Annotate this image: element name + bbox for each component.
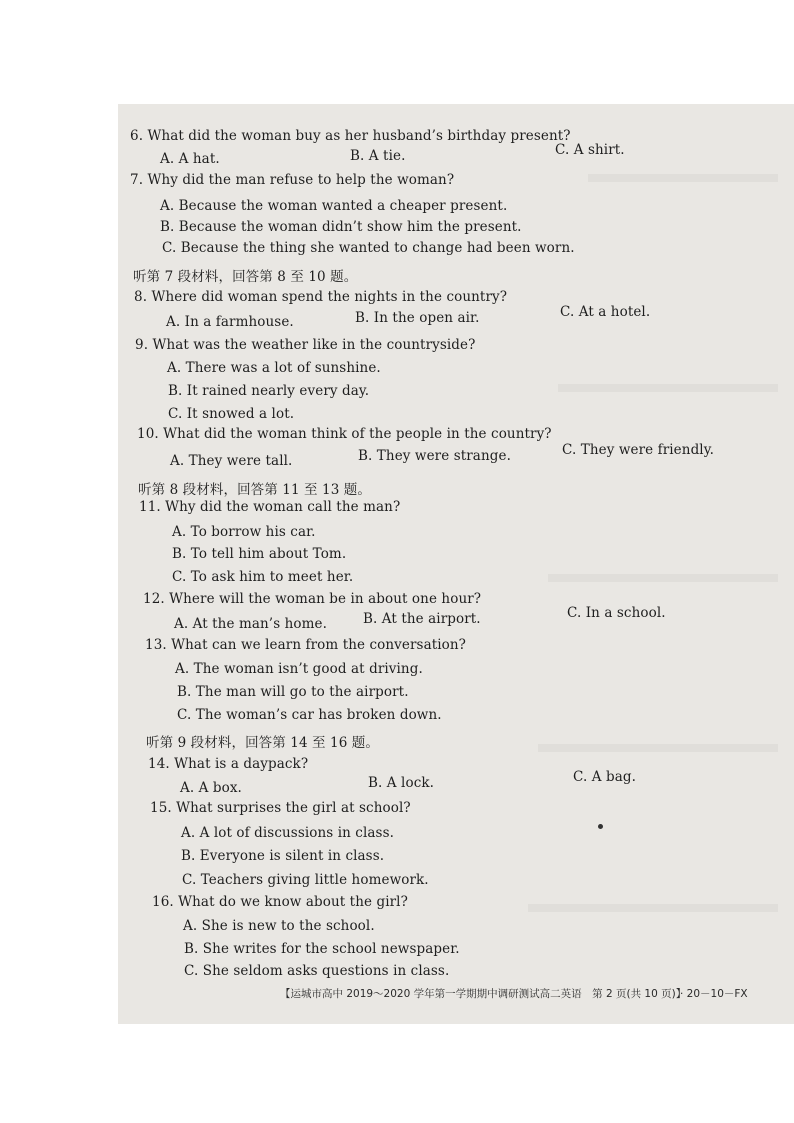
question-6-option-a: A. A hat. (160, 151, 220, 167)
question-7-option-a: A. Because the woman wanted a cheaper present. (160, 198, 508, 214)
question-7-option-c: C. Because the thing she wanted to change had been worn. (162, 240, 575, 256)
question-8-option-b: B. In the open air. (355, 310, 480, 326)
question-16-option-b: B. She writes for the school newspaper. (184, 941, 460, 957)
question-11-option-a: A. To borrow his car. (172, 524, 316, 540)
section-9-instruction: 听第 9 段材料，回答第 14 至 16 题。 (146, 735, 379, 751)
question-13-option-b: B. The man will go to the airport. (177, 684, 409, 700)
question-8-option-c: C. At a hotel. (560, 304, 651, 320)
bleed-through-texture (588, 174, 778, 182)
question-10-option-a: A. They were tall. (170, 453, 293, 469)
question-13-stem: 13. What can we learn from the conversation? (145, 637, 467, 653)
bleed-through-texture (538, 744, 778, 752)
question-11-option-b: B. To tell him about Tom. (172, 546, 347, 562)
question-15-stem: 15. What surprises the girl at school? (150, 800, 411, 816)
question-15-option-b: B. Everyone is silent in class. (181, 848, 385, 864)
question-15-option-a: A. A lot of discussions in class. (181, 825, 394, 841)
bleed-through-texture (528, 904, 778, 912)
question-15-option-c: C. Teachers giving little homework. (182, 872, 429, 888)
question-12-stem: 12. Where will the woman be in about one hour? (143, 591, 482, 607)
question-6-option-c: C. A shirt. (555, 142, 625, 158)
question-14-option-a: A. A box. (180, 780, 242, 796)
question-12-option-a: A. At the man’s home. (174, 616, 328, 632)
question-12-option-b: B. At the airport. (363, 611, 481, 627)
question-16-option-a: A. She is new to the school. (183, 918, 375, 934)
question-9-option-c: C. It snowed a lot. (168, 406, 295, 422)
page-footer: 【运城市高中 2019～2020 学年第一学期期中调研测试高二英语 第 2 页(共 10 页)】 (280, 988, 687, 1000)
bleed-through-texture (548, 574, 778, 582)
question-9-option-a: A. There was a lot of sunshine. (167, 360, 381, 376)
question-14-option-c: C. A bag. (573, 769, 636, 785)
question-13-option-c: C. The woman’s car has broken down. (177, 707, 442, 723)
question-10-option-c: C. They were friendly. (562, 442, 715, 458)
question-6-option-b: B. A tie. (350, 148, 406, 164)
question-16-stem: 16. What do we know about the girl? (152, 894, 408, 910)
page-code: · 20－10－FX (680, 988, 748, 1000)
section-8-instruction: 听第 8 段材料，回答第 11 至 13 题。 (138, 482, 371, 498)
question-9-stem: 9. What was the weather like in the countryside? (135, 337, 476, 353)
question-7-stem: 7. Why did the man refuse to help the woman? (130, 172, 455, 188)
question-7-option-b: B. Because the woman didn’t show him the present. (160, 219, 522, 235)
bleed-through-texture (558, 384, 778, 392)
question-16-option-c: C. She seldom asks questions in class. (184, 963, 450, 979)
question-11-option-c: C. To ask him to meet her. (172, 569, 354, 585)
question-6-stem: 6. What did the woman buy as her husband’s birthday present? (130, 128, 571, 144)
question-9-option-b: B. It rained nearly every day. (168, 383, 370, 399)
question-11-stem: 11. Why did the woman call the man? (139, 499, 401, 515)
question-8-stem: 8. Where did woman spend the nights in the country? (134, 289, 508, 305)
question-10-stem: 10. What did the woman think of the people in the country? (137, 426, 552, 442)
question-10-option-b: B. They were strange. (358, 448, 511, 464)
section-7-instruction: 听第 7 段材料，回答第 8 至 10 题。 (133, 269, 358, 285)
question-13-option-a: A. The woman isn’t good at driving. (175, 661, 423, 677)
question-12-option-c: C. In a school. (567, 605, 666, 621)
ink-dot (598, 824, 603, 829)
question-14-option-b: B. A lock. (368, 775, 435, 791)
question-8-option-a: A. In a farmhouse. (166, 314, 294, 330)
question-14-stem: 14. What is a daypack? (148, 756, 309, 772)
